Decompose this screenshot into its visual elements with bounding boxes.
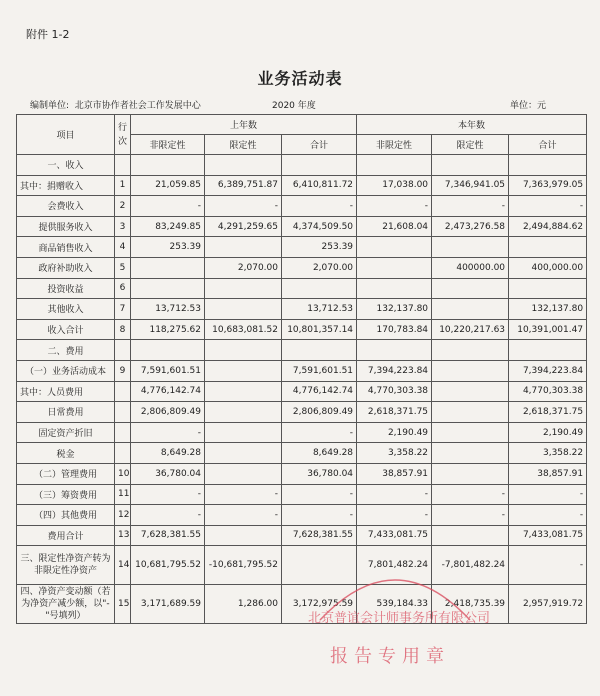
row-value-cell — [205, 443, 282, 464]
row-value-cell: 4,776,142.74 — [282, 381, 357, 402]
row-value-cell: - — [282, 422, 357, 443]
col-header-line: 行次 — [115, 115, 131, 155]
row-value-cell: 4,770,303.38 — [509, 381, 587, 402]
table-row — [17, 237, 587, 258]
row-value-cell: 7,346,941.05 — [432, 175, 509, 196]
table-row — [17, 216, 587, 237]
row-value-cell — [432, 340, 509, 361]
row-label: 费用合计 — [17, 525, 115, 546]
row-label: 收入合计 — [17, 319, 115, 340]
row-line-number: 13 — [115, 525, 131, 546]
row-label: 商品销售收入 — [17, 237, 115, 258]
stamp-company-text: 北京普谊会计师事务所有限公司 — [308, 611, 490, 626]
row-line-number: 1 — [115, 175, 131, 196]
row-value-cell — [205, 360, 282, 381]
row-value-cell — [205, 155, 282, 176]
row-value-cell: - — [205, 196, 282, 217]
row-value-cell — [205, 299, 282, 320]
row-value-cell: - — [282, 484, 357, 505]
row-value-cell: 17,038.00 — [357, 175, 432, 196]
table-row — [17, 319, 587, 340]
row-value-cell: 2,618,371.75 — [509, 402, 587, 423]
row-value-cell: 7,363,979.05 — [509, 175, 587, 196]
row-value-cell — [509, 278, 587, 299]
row-value-cell: 21,059.85 — [131, 175, 205, 196]
row-value-cell — [432, 422, 509, 443]
unit-name: 北京市协作者社会工作发展中心 — [74, 101, 201, 111]
row-value-cell: 10,683,081.52 — [205, 319, 282, 340]
row-label: 三、限定性净资产转为非限定性净资产 — [17, 546, 115, 585]
row-value-cell: 4,770,303.38 — [357, 381, 432, 402]
row-label: （三）筹资费用 — [17, 484, 115, 505]
table-row — [17, 175, 587, 196]
table-row — [17, 278, 587, 299]
row-value-cell: 3,358.22 — [509, 443, 587, 464]
row-value-cell: 7,433,081.75 — [357, 525, 432, 546]
row-value-cell — [131, 257, 205, 278]
row-value-cell — [432, 381, 509, 402]
row-line-number: 3 — [115, 216, 131, 237]
row-value-cell: 83,249.85 — [131, 216, 205, 237]
table-row — [17, 585, 587, 624]
row-value-cell — [205, 340, 282, 361]
table-row — [17, 381, 587, 402]
currency-unit: 单位：元 — [510, 101, 547, 111]
row-value-cell: 8,649.28 — [282, 443, 357, 464]
row-value-cell: 4,776,142.74 — [131, 381, 205, 402]
row-line-number: 14 — [115, 546, 131, 585]
row-value-cell: 400000.00 — [432, 257, 509, 278]
row-value-cell — [205, 463, 282, 484]
row-value-cell: 4,374,509.50 — [282, 216, 357, 237]
row-value-cell — [282, 340, 357, 361]
row-value-cell: - — [282, 196, 357, 217]
stamp-seal-text: 报告专用章 — [330, 646, 450, 667]
row-value-cell: 2,418,735.39 — [432, 585, 509, 624]
row-value-cell: - — [357, 196, 432, 217]
row-value-cell: 7,394,223.84 — [357, 360, 432, 381]
row-value-cell — [357, 340, 432, 361]
col-header-prev-restricted: 限定性 — [205, 135, 282, 155]
col-header-item: 项目 — [17, 115, 115, 155]
row-line-number — [115, 155, 131, 176]
row-value-cell: - — [509, 505, 587, 526]
table-row — [17, 546, 587, 585]
row-line-number — [115, 381, 131, 402]
row-value-cell: 2,806,809.49 — [131, 402, 205, 423]
row-value-cell: 132,137.80 — [357, 299, 432, 320]
row-line-number — [115, 422, 131, 443]
row-label: 一、收入 — [17, 155, 115, 176]
row-value-cell: - — [282, 505, 357, 526]
row-value-cell — [432, 278, 509, 299]
row-label: 会费收入 — [17, 196, 115, 217]
col-header-prev-unrestricted: 非限定性 — [131, 135, 205, 155]
row-label: （二）管理费用 — [17, 463, 115, 484]
row-value-cell: 3,172,975.59 — [282, 585, 357, 624]
unit-label: 编制单位: 北京市协作者社会工作发展中心 — [30, 101, 201, 111]
row-label: 其他收入 — [17, 299, 115, 320]
row-value-cell: 118,275.62 — [131, 319, 205, 340]
row-value-cell: 10,220,217.63 — [432, 319, 509, 340]
row-value-cell: 2,190.49 — [509, 422, 587, 443]
row-line-number — [115, 340, 131, 361]
row-value-cell — [357, 155, 432, 176]
row-line-number: 9 — [115, 360, 131, 381]
row-line-number: 8 — [115, 319, 131, 340]
row-value-cell — [357, 237, 432, 258]
row-value-cell: 3,171,689.59 — [131, 585, 205, 624]
col-header-this-restricted: 限定性 — [432, 135, 509, 155]
row-value-cell: 10,681,795.52 — [131, 546, 205, 585]
row-value-cell — [131, 155, 205, 176]
row-value-cell: 6,389,751.87 — [205, 175, 282, 196]
row-label: 其中：人员费用 — [17, 381, 115, 402]
row-line-number: 11 — [115, 484, 131, 505]
row-label: 投资收益 — [17, 278, 115, 299]
row-value-cell: 7,433,081.75 — [509, 525, 587, 546]
row-line-number — [115, 443, 131, 464]
row-value-cell: - — [432, 196, 509, 217]
row-label: 提供服务收入 — [17, 216, 115, 237]
row-value-cell: 6,410,811.72 — [282, 175, 357, 196]
row-value-cell — [357, 278, 432, 299]
row-value-cell: 253.39 — [282, 237, 357, 258]
row-value-cell — [205, 278, 282, 299]
table-row — [17, 402, 587, 423]
row-value-cell — [432, 299, 509, 320]
col-header-prev-total: 合计 — [282, 135, 357, 155]
row-value-cell — [509, 340, 587, 361]
row-value-cell: -7,801,482.24 — [432, 546, 509, 585]
row-value-cell: 38,857.91 — [509, 463, 587, 484]
row-label: 日常费用 — [17, 402, 115, 423]
row-label: 二、费用 — [17, 340, 115, 361]
col-header-this-year: 本年数 — [357, 115, 587, 135]
row-line-number: 4 — [115, 237, 131, 258]
row-value-cell: 13,712.53 — [282, 299, 357, 320]
row-value-cell: - — [131, 196, 205, 217]
row-value-cell: 2,618,371.75 — [357, 402, 432, 423]
row-value-cell: 3,358.22 — [357, 443, 432, 464]
row-value-cell: - — [205, 505, 282, 526]
row-value-cell — [205, 402, 282, 423]
table-row — [17, 463, 587, 484]
table-row — [17, 340, 587, 361]
col-header-this-total: 合计 — [509, 135, 587, 155]
row-value-cell: 4,291,259.65 — [205, 216, 282, 237]
row-line-number: 2 — [115, 196, 131, 217]
table-row — [17, 484, 587, 505]
row-value-cell: 7,628,381.55 — [131, 525, 205, 546]
col-header-this-unrestricted: 非限定性 — [357, 135, 432, 155]
row-value-cell: 38,857.91 — [357, 463, 432, 484]
row-value-cell — [509, 155, 587, 176]
row-value-cell: 10,391,001.47 — [509, 319, 587, 340]
row-value-cell: 132,137.80 — [509, 299, 587, 320]
row-value-cell: 2,070.00 — [205, 257, 282, 278]
row-line-number — [115, 402, 131, 423]
row-value-cell: - — [131, 484, 205, 505]
row-label: 固定资产折旧 — [17, 422, 115, 443]
row-value-cell — [282, 278, 357, 299]
row-value-cell: 21,608.04 — [357, 216, 432, 237]
attachment-label: 附件 1-2 — [26, 28, 70, 41]
row-line-number: 10 — [115, 463, 131, 484]
row-value-cell: - — [509, 546, 587, 585]
row-value-cell: -10,681,795.52 — [205, 546, 282, 585]
row-value-cell — [432, 237, 509, 258]
row-value-cell: 10,801,357.14 — [282, 319, 357, 340]
row-line-number: 7 — [115, 299, 131, 320]
row-value-cell: 36,780.04 — [282, 463, 357, 484]
table-row — [17, 299, 587, 320]
report-year: 2020 年度 — [272, 101, 316, 111]
row-value-cell — [432, 463, 509, 484]
row-label: 政府补助收入 — [17, 257, 115, 278]
row-value-cell: - — [131, 422, 205, 443]
table-row — [17, 443, 587, 464]
row-value-cell: 1,286.00 — [205, 585, 282, 624]
row-value-cell — [205, 422, 282, 443]
row-value-cell: 13,712.53 — [131, 299, 205, 320]
row-value-cell: 2,190.49 — [357, 422, 432, 443]
row-value-cell — [432, 360, 509, 381]
table-row — [17, 505, 587, 526]
row-value-cell: 7,591,601.51 — [131, 360, 205, 381]
row-line-number: 6 — [115, 278, 131, 299]
row-value-cell — [282, 155, 357, 176]
row-value-cell — [131, 278, 205, 299]
row-value-cell: 7,591,601.51 — [282, 360, 357, 381]
row-value-cell: 539,184.33 — [357, 585, 432, 624]
row-value-cell — [131, 340, 205, 361]
table-row — [17, 257, 587, 278]
col-header-prev-year: 上年数 — [131, 115, 357, 135]
row-value-cell: 2,806,809.49 — [282, 402, 357, 423]
row-value-cell — [205, 525, 282, 546]
row-value-cell — [432, 443, 509, 464]
row-value-cell: - — [509, 196, 587, 217]
row-value-cell: 2,494,884.62 — [509, 216, 587, 237]
row-line-number: 15 — [115, 585, 131, 624]
table-row — [17, 360, 587, 381]
row-value-cell: 2,473,276.58 — [432, 216, 509, 237]
row-value-cell — [509, 237, 587, 258]
row-value-cell: 2,070.00 — [282, 257, 357, 278]
row-value-cell — [357, 257, 432, 278]
row-value-cell: 2,957,919.72 — [509, 585, 587, 624]
row-value-cell: - — [509, 484, 587, 505]
row-value-cell: 253.39 — [131, 237, 205, 258]
row-value-cell: - — [432, 484, 509, 505]
row-value-cell: 7,801,482.24 — [357, 546, 432, 585]
row-value-cell: - — [357, 484, 432, 505]
row-value-cell: 8,649.28 — [131, 443, 205, 464]
row-value-cell — [282, 546, 357, 585]
row-line-number: 5 — [115, 257, 131, 278]
row-value-cell — [432, 155, 509, 176]
row-value-cell: 7,394,223.84 — [509, 360, 587, 381]
row-value-cell — [205, 237, 282, 258]
row-label: 其中：捐赠收入 — [17, 175, 115, 196]
row-value-cell: - — [357, 505, 432, 526]
table-row — [17, 196, 587, 217]
row-value-cell: - — [131, 505, 205, 526]
row-label: 税金 — [17, 443, 115, 464]
page-title: 业务活动表 — [257, 69, 343, 88]
row-value-cell: 7,628,381.55 — [282, 525, 357, 546]
row-value-cell: 170,783.84 — [357, 319, 432, 340]
row-label: （四）其他费用 — [17, 505, 115, 526]
row-label: 四、净资产变动额（若为净资产减少额，以"-"号填列） — [17, 585, 115, 624]
table-row — [17, 155, 587, 176]
table-row — [17, 525, 587, 546]
row-value-cell: 400,000.00 — [509, 257, 587, 278]
row-value-cell: 36,780.04 — [131, 463, 205, 484]
activity-table — [16, 114, 587, 624]
table-row — [17, 422, 587, 443]
row-value-cell: - — [432, 505, 509, 526]
row-line-number: 12 — [115, 505, 131, 526]
row-value-cell — [432, 402, 509, 423]
row-value-cell — [432, 525, 509, 546]
row-value-cell — [205, 381, 282, 402]
row-label: （一）业务活动成本 — [17, 360, 115, 381]
row-value-cell: - — [205, 484, 282, 505]
